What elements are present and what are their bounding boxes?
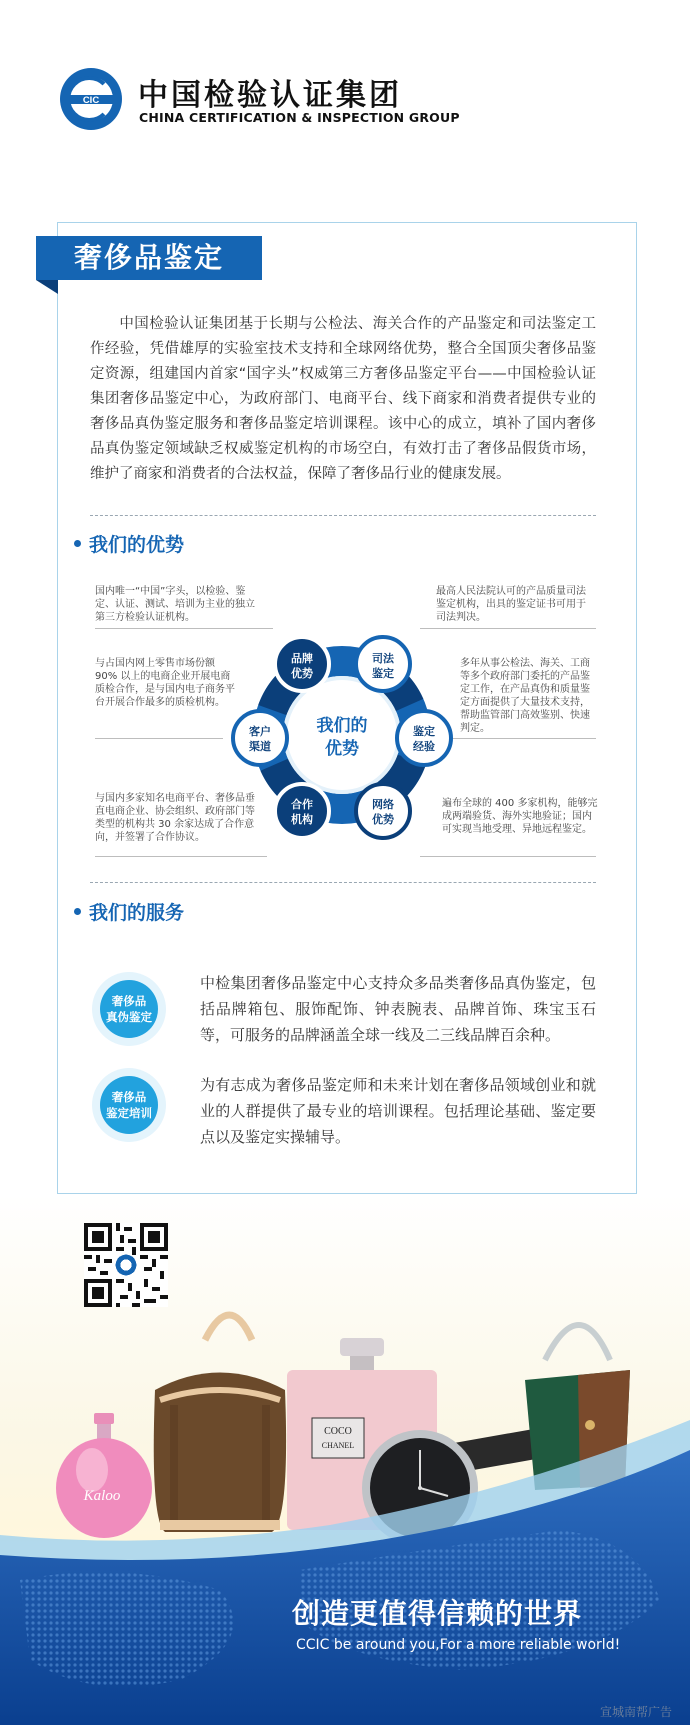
- note-line: [420, 856, 596, 857]
- logo-abbr: CIC: [82, 95, 100, 106]
- services-heading: 我们的服务: [74, 898, 184, 925]
- watermark-text: 宣城南帮广告: [600, 1705, 673, 1719]
- note-bottom-right: 遍布全球的 400 多家机构，能够完成两端验货、海外实地验证；国内可实现当地受理、异地远程鉴定。: [442, 798, 598, 835]
- note-line: [95, 738, 223, 739]
- svg-text:经验: 经验: [413, 740, 435, 753]
- divider: [90, 515, 596, 516]
- title-tab-fold: [36, 280, 58, 294]
- note-top-right: 最高人民法院认可的产品质量司法鉴定机构，出具的鉴定证书可用于司法判决。: [436, 586, 586, 623]
- cic-logo: [58, 66, 124, 132]
- note-mid-left: 与占国内网上零售市场份额90% 以上的电商企业开展电商质检合作，是与国内电子商务平台开展合作最多的质检机构。: [95, 658, 235, 708]
- svg-text:鉴定: 鉴定: [413, 725, 435, 738]
- note-mid-right: 多年从事公检法、海关、工商等多个政府部门委托的产品鉴定工作，在产品真伪和质量鉴定方面提供了大量技术支持，帮助监管部门高效鉴别、快速判定。: [460, 658, 590, 734]
- center-label-line1: 我们的: [316, 716, 368, 736]
- service-badge-authentication: 奢侈品 真伪鉴定: [92, 972, 166, 1046]
- advantages-ring-diagram: [222, 615, 462, 855]
- svg-text:渠道: 渠道: [249, 740, 271, 753]
- node-network: [356, 784, 410, 838]
- bullet-dot-icon: [74, 540, 81, 547]
- svg-text:优势: 优势: [291, 667, 313, 680]
- service-text-training: 为有志成为奢侈品鉴定师和未来计划在奢侈品领域创业和就业的人群提供了最专业的培训课程。包括理论基础、鉴定要点以及鉴定实操辅导。: [200, 1076, 596, 1146]
- node-appraisal: [397, 711, 451, 765]
- pink-perfume-label: Kaloo: [83, 1488, 121, 1504]
- service-text-authentication: 中检集团奢侈品鉴定中心支持众多品类奢侈品真伪鉴定，包括品牌箱包、服饰配饰、钟表腕表、品牌首饰、珠宝玉石等，可服务的品牌涵盖全球一线及二三线品牌百余种。: [200, 974, 596, 1044]
- slogan-en: CCIC be around you,For a more reliable world!: [296, 1637, 621, 1653]
- svg-text:客户: 客户: [249, 725, 271, 738]
- node-partner: [275, 784, 329, 838]
- slogan-cn: 创造更值得信赖的世界: [292, 1597, 583, 1630]
- bullet-dot-icon: [74, 908, 81, 915]
- svg-text:司法: 司法: [372, 652, 394, 665]
- node-judicial: [356, 637, 410, 691]
- company-name-cn: 中国检验认证集团: [138, 78, 402, 113]
- svg-text:机构: 机构: [291, 813, 313, 826]
- svg-text:合作: 合作: [291, 798, 313, 811]
- coco-label-2: CHANEL: [321, 1441, 355, 1450]
- note-line: [452, 738, 596, 739]
- blue-wave-world-map: [0, 1380, 690, 1725]
- advantages-heading: 我们的优势: [74, 530, 184, 557]
- service-badge-training: 奢侈品 鉴定培训: [92, 1068, 166, 1142]
- coco-label-1: COCO: [324, 1426, 352, 1437]
- svg-text:鉴定: 鉴定: [372, 667, 394, 680]
- node-brand: [275, 637, 329, 691]
- svg-text:网络: 网络: [372, 798, 394, 811]
- intro-paragraph: [90, 312, 596, 487]
- note-bottom-left: 与国内多家知名电商平台、奢侈品垂直电商企业、协会组织、政府部门等类型的机构共 30 余家达成了合作意向，并签署了合作协议。: [95, 793, 255, 843]
- center-label-line2: 优势: [325, 739, 359, 759]
- note-line: [95, 856, 267, 857]
- svg-text:优势: 优势: [372, 813, 394, 826]
- divider: [90, 882, 596, 883]
- page-title: 奢侈品鉴定: [73, 241, 224, 274]
- company-name-en: CHINA CERTIFICATION & INSPECTION GROUP: [139, 110, 460, 125]
- intro-text: 中国检验认证集团基于长期与公检法、海关合作的产品鉴定和司法鉴定工作经验，凭借雄厚的实验室技术支持和全球网络优势，整合全国顶尖奢侈品鉴定资源，组建国内首家“国字头”权威第三方奢侈品鉴定平台——中国检验认证集团奢侈品鉴定中心，为政府部门、电商平台、线下商家和消费者提供专业的奢侈品真伪鉴定服务和奢侈品鉴定培训课程。该中心的成立，填补了国内奢侈品真伪鉴定领域缺乏权威鉴定机构的市场空白，有效打击了奢侈品假货市场，维护了商家和消费者的合法权益，保障了奢侈品行业的健康发展。: [90, 316, 596, 482]
- svg-text:品牌: 品牌: [291, 652, 313, 665]
- node-client: [233, 711, 287, 765]
- note-top-left: 国内唯一“中国”字头，以检验、鉴定、认证、测试、培训为主业的独立第三方检验认证机构。: [95, 586, 255, 623]
